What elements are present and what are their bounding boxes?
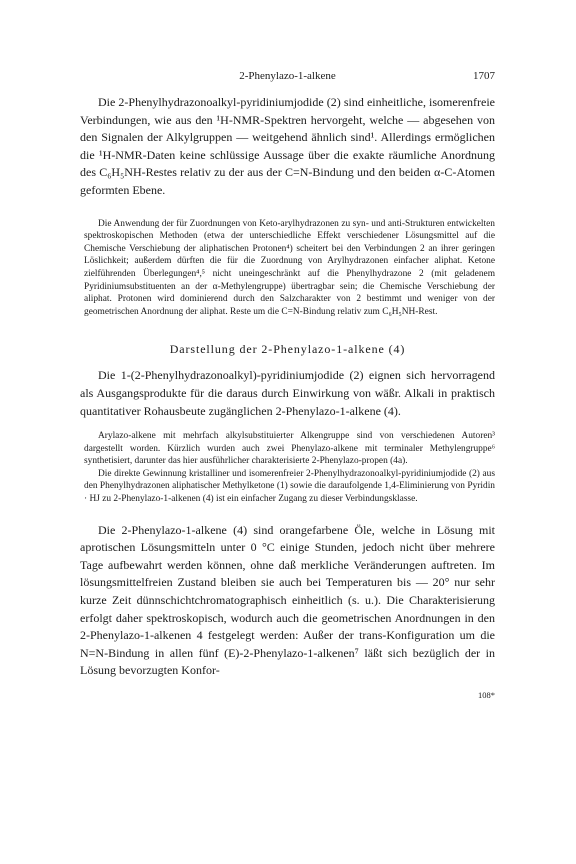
header-title: 2-Phenylazo-1-alkene	[239, 70, 336, 82]
paragraph-2: Die 1-(2-Phenylhydrazonoalkyl)-pyridiniumjodide (2) eignen sich hervorragend als Ausgangsprodukte für die daraus durch Einwirkung von wäßr. Alkali in praktisch quantitativer Rohausbeute zugänglichen 2-Phenylazo-1-alkene (4).	[80, 368, 495, 418]
paragraph-3: Die 2-Phenylazo-1-alkene (4) sind orangefarbene Öle, welche in Lösung mit aprotischen Lösungsmitteln unter 0 °C einige Stunden, jedoch nicht über mehrere Tage aufbewahrt werden können, ohne daß merkliche Veränderungen auftreten. Im lösungsmittelfreien Zustand bleiben sie auch bei Temperaturen bis — 20° nur sehr kurze Zeit dünnschichtchromatographisch einheitlich (s. u.). Die Charakterisierung erfolgt daher spektroskopisch, wodurch auch die geometrischen Anordnungen in den 2-Phenylazo-1-alkenen 4 festgelegt werden: Außer der trans-Konfiguration um die N=N-Bindung in allen fünf (E)-2-Phenylazo-1-alkenen⁷ läßt sich bezüglich der in Lösung bevorzugten Konfor-	[80, 522, 495, 678]
page-number: 1707	[473, 70, 495, 82]
section-heading: Darstellung der 2-Phenylazo-1-alkene (4)	[169, 342, 406, 357]
small-paragraph-2: Arylazo-alkene mit mehrfach alkylsubstituierter Alkengruppe sind von verschiedenen Autoren³ dargestellt worden. Kürzlich wurden auch zwei Phenylazo-alkene mit terminaler Methylengruppe⁶ synthetisiert, darunter das hier ausführlicher charakterisierte 2-Phenylazo-propen (4a).	[84, 431, 495, 467]
running-header	[80, 70, 495, 88]
small-paragraph-3: Die direkte Gewinnung kristalliner und isomerenfreier 2-Phenylhydrazonoalkyl-pyridiniumjodide (2) aus den Phenylhydrazonen aliphatischer Methylketone (1) sowie die daraufolgende 1,4-Eliminierung von Pyridin · HJ zu 2-Phenylazo-1-alkenen (4) ist ein einfacher Zugang zu dieser Verbindungsklasse.	[84, 468, 495, 505]
signature-mark: 108*	[478, 690, 495, 700]
paragraph-1: Die 2-Phenylhydrazonoalkyl-pyridiniumjodide (2) sind einheitliche, isomerenfreie Verbindungen, wie aus den ¹H-NMR-Spektren hervorgeht, welche — abgesehen von den Signalen der Alkylgruppen — weitgehend ähnlich sind¹. Allerdings ermöglichen die ¹H-NMR-Daten keine schlüssige Aussage über die exakte räumliche Anordnung des C₆H₅NH-Restes relativ zu der aus der C=N-Bindung und den beiden α-C-Atomen geformten Ebene.	[80, 95, 495, 197]
page	[80, 70, 495, 700]
small-paragraph-1: Die Anwendung der für Zuordnungen von Keto-arylhydrazonen zu syn- und anti-Strukturen entwickelten spektroskopischen Methoden (etwa der unterschiedliche Effekt verschiedener Lösungsmittel auf die Chemische Verschiebung der aliphatischen Protonen⁴) scheitert bei den Verbindungen 2 an ihrer geringen Löslichkeit; außerdem dürften die für die Zuordnung von Arylhydrazonen einfacher aliphat. Ketone zielführenden Überlegungen⁴,⁵ nicht uneingeschränkt auf die Phenylhydrazone 2 (mit geladenem Pyridiniumsubstituenten an der α-Methylengruppe) übertragbar sein; die Chemische Verschiebung der aliphat. Protonen wird dominierend durch den Salzcharakter von 2 bestimmt und weniger von der geometrischen Anordnung der aliphat. Reste um die C=N-Bindung relativ zum C₆H₅NH-Rest.	[84, 218, 495, 317]
